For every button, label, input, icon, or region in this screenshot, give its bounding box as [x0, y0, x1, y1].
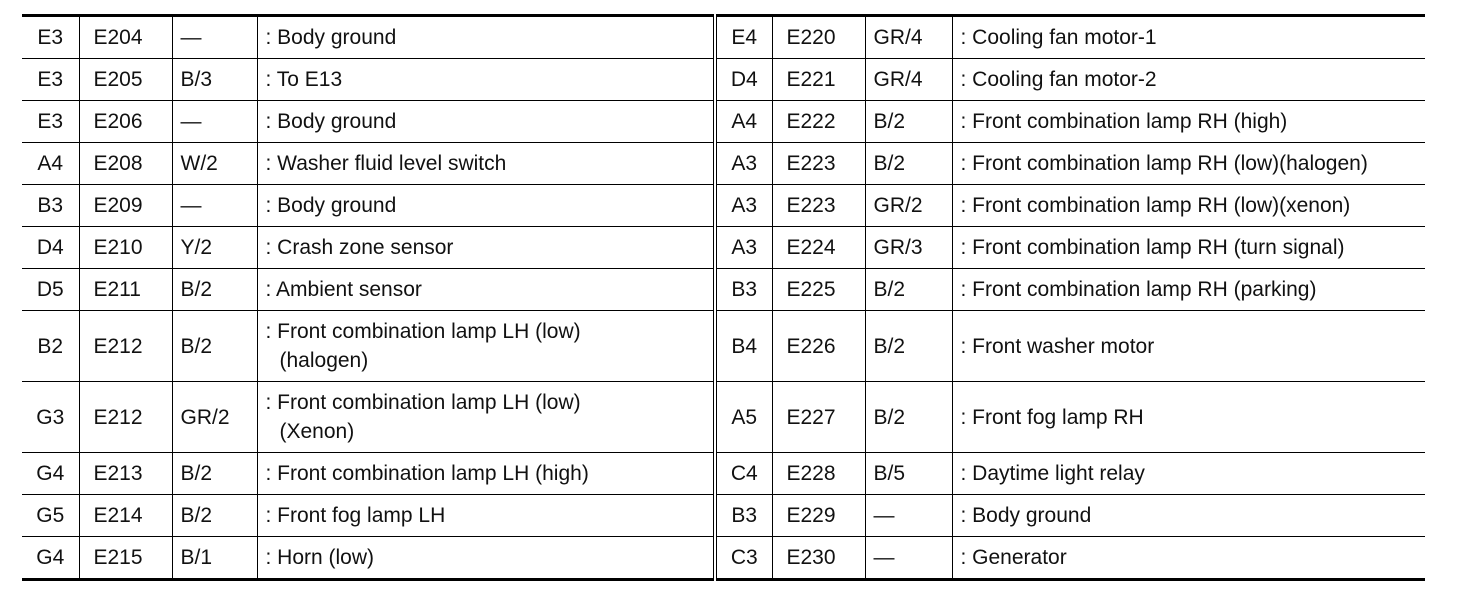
description-line: : To E13	[265, 68, 343, 91]
description-line: : Horn (low)	[265, 546, 375, 569]
description-line: : Front combination lamp LH (low)	[265, 391, 581, 414]
table-row	[22, 537, 1425, 580]
grid-zone-cell: B3	[715, 269, 772, 311]
grid-zone-cell: A3	[715, 185, 772, 227]
grid-zone-cell: G5	[22, 495, 79, 537]
connector-type-cell: —	[172, 16, 257, 59]
connector-number-cell: E204	[79, 16, 172, 59]
connector-type-cell: B/2	[865, 382, 952, 453]
connector-type-cell: —	[865, 537, 952, 580]
connector-type-cell: Y/2	[172, 227, 257, 269]
connector-description-cell	[257, 382, 715, 453]
connector-description-cell	[257, 143, 715, 185]
grid-zone-cell: A3	[715, 227, 772, 269]
connector-number-cell: E211	[79, 269, 172, 311]
description-line: (Xenon)	[279, 420, 355, 443]
connector-description-cell	[952, 382, 1425, 453]
connector-description-cell	[952, 495, 1425, 537]
connector-type-cell: B/3	[172, 59, 257, 101]
connector-number-cell: E210	[79, 227, 172, 269]
grid-zone-cell: B3	[22, 185, 79, 227]
connector-number-cell: E208	[79, 143, 172, 185]
connector-type-cell: B/2	[865, 311, 952, 382]
connector-description-cell	[952, 143, 1425, 185]
connector-number-cell: E212	[79, 311, 172, 382]
connector-number-cell: E206	[79, 101, 172, 143]
connector-description-cell	[952, 101, 1425, 143]
grid-zone-cell: E3	[22, 16, 79, 59]
table-row	[22, 101, 1425, 143]
connector-type-cell: GR/4	[865, 59, 952, 101]
connector-description-cell	[257, 16, 715, 59]
description-line: : Front combination lamp RH (turn signal)	[960, 236, 1345, 259]
connector-description-cell	[952, 59, 1425, 101]
connector-number-cell: E215	[79, 537, 172, 580]
connector-table	[22, 14, 1425, 581]
table-row	[22, 311, 1425, 382]
connector-type-cell: B/2	[865, 101, 952, 143]
connector-description-cell	[257, 185, 715, 227]
grid-zone-cell: E4	[715, 16, 772, 59]
description-line: : Front combination lamp LH (low)	[265, 320, 581, 343]
connector-description-cell	[952, 269, 1425, 311]
connector-type-cell: B/2	[865, 269, 952, 311]
table-row	[22, 143, 1425, 185]
description-line: : Body ground	[265, 26, 397, 49]
description-line: : Front combination lamp RH (high)	[960, 110, 1288, 133]
connector-description-cell	[257, 101, 715, 143]
connector-description-cell	[952, 453, 1425, 495]
connector-description-cell	[257, 227, 715, 269]
description-line: : Crash zone sensor	[265, 236, 454, 259]
description-line: : Front combination lamp RH (parking)	[960, 278, 1317, 301]
table-row	[22, 495, 1425, 537]
connector-description-cell	[257, 59, 715, 101]
grid-zone-cell: G4	[36, 546, 65, 569]
description-line: : Front combination lamp RH (low)(halogen)	[960, 152, 1368, 175]
grid-zone-cell: A4	[715, 101, 772, 143]
grid-zone-cell: D4	[715, 59, 772, 101]
table-row	[22, 453, 1425, 495]
table-row	[22, 382, 1425, 453]
connector-description-cell	[952, 227, 1425, 269]
description-line: : Washer fluid level switch	[265, 152, 507, 175]
grid-zone-cell: A5	[715, 382, 772, 453]
grid-zone-cell: A4	[22, 143, 79, 185]
connector-type-cell: B/1	[172, 537, 257, 580]
connector-type-cell: GR/2	[865, 185, 952, 227]
description-line: : Daytime light relay	[960, 462, 1145, 485]
grid-zone-cell: E3	[22, 59, 79, 101]
connector-number-cell: E230	[772, 537, 865, 580]
table-body	[22, 16, 1425, 580]
connector-description-cell	[257, 269, 715, 311]
description-line: : Body ground	[960, 504, 1092, 527]
table-row	[22, 185, 1425, 227]
grid-zone-cell: C3	[715, 537, 772, 580]
connector-type-cell: B/5	[865, 453, 952, 495]
connector-type-cell: B/2	[865, 143, 952, 185]
connector-number-cell: E221	[772, 59, 865, 101]
description-line: : Body ground	[265, 194, 397, 217]
table-row	[22, 269, 1425, 311]
connector-type-cell: B/2	[172, 269, 257, 311]
connector-number-cell: E213	[79, 453, 172, 495]
grid-zone-cell: D4	[22, 227, 79, 269]
connector-type-cell: —	[865, 495, 952, 537]
connector-description-cell	[952, 16, 1425, 59]
connector-type-cell: W/2	[172, 143, 257, 185]
connector-number-cell: E227	[772, 382, 865, 453]
description-line: (halogen)	[279, 349, 369, 372]
grid-zone-cell: B2	[22, 311, 79, 382]
grid-zone-cell: G4	[22, 453, 79, 495]
connector-number-cell: E228	[772, 453, 865, 495]
connector-number-cell: E222	[772, 101, 865, 143]
connector-number-cell: E212	[79, 382, 172, 453]
grid-zone-cell: A3	[715, 143, 772, 185]
description-line: : Cooling fan motor-1	[960, 26, 1157, 49]
connector-type-cell: B/2	[172, 495, 257, 537]
grid-zone-cell: B3	[715, 495, 772, 537]
connector-number-cell: E209	[79, 185, 172, 227]
connector-type-cell: —	[172, 101, 257, 143]
description-line: : Body ground	[265, 110, 397, 133]
connector-description-cell	[952, 311, 1425, 382]
connector-description-cell	[257, 453, 715, 495]
connector-number-cell: E226	[772, 311, 865, 382]
grid-zone-cell: B4	[715, 311, 772, 382]
description-line: : Front fog lamp RH	[960, 405, 1144, 429]
connector-number-cell: E220	[772, 16, 865, 59]
connector-number-cell: E229	[772, 495, 865, 537]
connector-description-cell	[257, 495, 715, 537]
connector-type-cell: B/2	[172, 311, 257, 382]
connector-number-cell: E223	[772, 143, 865, 185]
connector-number-cell: E214	[79, 495, 172, 537]
connector-type-cell: GR/2	[172, 382, 257, 453]
connector-description-cell	[952, 537, 1425, 580]
grid-zone-cell: E3	[22, 101, 79, 143]
description-line: : Front washer motor	[960, 334, 1155, 358]
description-line: : Front combination lamp RH (low)(xenon)	[960, 194, 1351, 217]
grid-zone-cell: D5	[22, 269, 79, 311]
connector-number-cell: E224	[772, 227, 865, 269]
connector-type-cell: GR/4	[865, 16, 952, 59]
connector-number-cell: E205	[79, 59, 172, 101]
description-line: : Front fog lamp LH	[265, 504, 446, 527]
description-line: : Front combination lamp LH (high)	[265, 462, 589, 485]
table-row	[22, 227, 1425, 269]
connector-description-cell	[257, 311, 715, 382]
connector-number-cell: E223	[772, 185, 865, 227]
connector-type-cell: —	[172, 185, 257, 227]
description-line: : Ambient sensor	[265, 278, 422, 301]
grid-zone-cell: C4	[715, 453, 772, 495]
grid-zone-cell: G3	[22, 382, 79, 453]
connector-type-cell: B/2	[172, 453, 257, 495]
connector-number-cell: E225	[772, 269, 865, 311]
table-row	[22, 16, 1425, 59]
connector-description-cell	[257, 537, 715, 580]
connector-description-cell	[952, 185, 1425, 227]
description-line: : Cooling fan motor-2	[960, 68, 1157, 91]
table-row	[22, 59, 1425, 101]
connector-type-cell: GR/3	[865, 227, 952, 269]
description-line: : Generator	[960, 546, 1067, 569]
